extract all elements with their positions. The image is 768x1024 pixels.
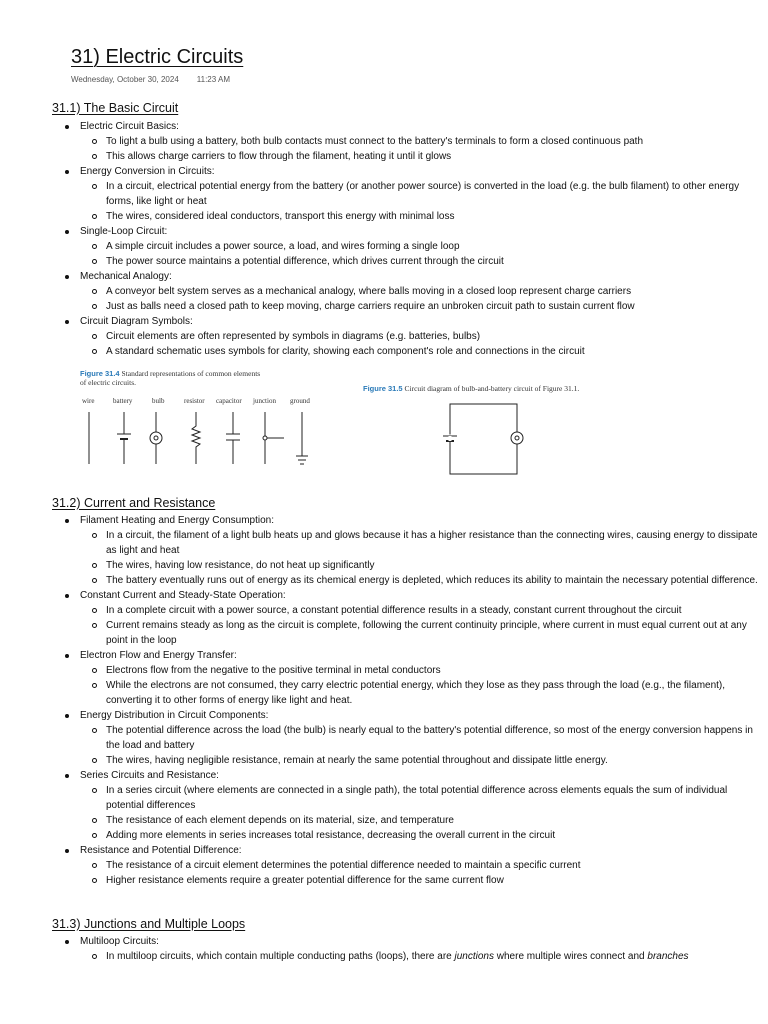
list-item: The wires, having low resistance, do not heat up significantly bbox=[80, 558, 764, 573]
list-item: Adding more elements in series increases total resistance, decreasing the overall current in the circuit bbox=[80, 828, 764, 843]
list-item: To light a bulb using a battery, both bulb contacts must connect to the battery's terminals to form a closed continuous path bbox=[80, 134, 764, 149]
list-item: Series Circuits and Resistance: In a series circuit (where elements are connected in a single path), the total potential difference across elements equals the sum of individual potential differences The resistance of each element depends on its material, size, and temperature Adding more elements in series increases total resistance, decreasing the overall current in the circuit bbox=[52, 768, 764, 843]
list-item: Energy Conversion in Circuits: In a circuit, electrical potential energy from the battery (or another power source) is converted in the load (e.g. the bulb filament) to other energy forms, like light or heat The wires, considered ideal conductors, transport this energy with minimal loss bbox=[52, 164, 764, 224]
list-item: Single-Loop Circuit: A simple circuit includes a power source, a load, and wires forming a single loop The power source maintains a potential difference, which drives current through the circuit bbox=[52, 224, 764, 269]
bulb-battery-circuit-figure bbox=[440, 400, 530, 480]
list-item: The wires, having negligible resistance, remain at nearly the same potential throughout and dissipate little energy. bbox=[80, 753, 764, 768]
list-item: The potential difference across the load (the bulb) is nearly equal to the battery's potential difference, so most of the energy conversion happens in the load and battery bbox=[80, 723, 764, 753]
list-item: The resistance of each element depends on its material, size, and temperature bbox=[80, 813, 764, 828]
section-31-1-list bbox=[52, 119, 764, 359]
symbol-label-wire: wire bbox=[82, 397, 95, 405]
list-item: Electrons flow from the negative to the positive terminal in metal conductors bbox=[80, 663, 764, 678]
symbol-label-bulb: bulb bbox=[152, 397, 165, 405]
list-item: In a circuit, the filament of a light bulb heats up and glows because it has a higher resistance than the connecting wires, causing energy to dissipate as light and heat bbox=[80, 528, 764, 558]
list-item: Circuit Diagram Symbols: Circuit elements are often represented by symbols in diagrams (e.g. batteries, bulbs) A standard schematic uses symbols for clarity, showing each component's role and connections in the circuit bbox=[52, 314, 764, 359]
list-item: Resistance and Potential Difference: The resistance of a circuit element determines the potential difference needed to maintain a specific current Higher resistance elements require a greater potential difference for the same current flow bbox=[52, 843, 764, 888]
section-heading-31-3: 31.3) Junctions and Multiple Loops bbox=[52, 917, 246, 931]
list-item: Mechanical Analogy: A conveyor belt system serves as a mechanical analogy, where balls moving in a closed loop represent charge carriers Just as balls need a closed path to keep moving, charge carriers require an unbroken circuit path to sustain current flow bbox=[52, 269, 764, 314]
list-item: A simple circuit includes a power source, a load, and wires forming a single loop bbox=[80, 239, 764, 254]
symbol-bulb bbox=[150, 412, 162, 464]
list-item: A conveyor belt system serves as a mechanical analogy, where balls moving in a closed loop represent charge carriers bbox=[80, 284, 764, 299]
symbol-label-capacitor: capacitor bbox=[216, 397, 242, 405]
symbol-battery bbox=[117, 412, 131, 464]
list-item: A standard schematic uses symbols for clarity, showing each component's role and connections in the circuit bbox=[80, 344, 764, 359]
list-item: Electric Circuit Basics: To light a bulb using a battery, both bulb contacts must connect to the battery's terminals to form a closed continuous path This allows charge carriers to flow through the filament, heating it until it glows bbox=[52, 119, 764, 164]
circuit-symbols-figure bbox=[80, 410, 320, 470]
list-item: Just as balls need a closed path to keep moving, charge carriers require an unbroken circuit path to sustain current flow bbox=[80, 299, 764, 314]
list-item: Energy Distribution in Circuit Components: The potential difference across the load (the bulb) is nearly equal to the battery's potential difference, so most of the energy conversion happens in the load and battery The wires, having negligible resistance, remain at nearly the same potential throughout and dissipate little energy. bbox=[52, 708, 764, 768]
list-item: Circuit elements are often represented by symbols in diagrams (e.g. batteries, bulbs) bbox=[80, 329, 764, 344]
page-meta bbox=[71, 75, 230, 84]
list-item: The wires, considered ideal conductors, transport this energy with minimal loss bbox=[80, 209, 764, 224]
list-item: While the electrons are not consumed, they carry electric potential energy, which they lose as they pass through the load (e.g., the filament), converting it to other forms of energy like light and heat. bbox=[80, 678, 764, 708]
section-31-2-list bbox=[52, 513, 764, 888]
symbol-label-battery: battery bbox=[113, 397, 133, 405]
symbol-capacitor bbox=[226, 412, 240, 464]
symbol-resistor bbox=[192, 412, 200, 464]
list-item: In a series circuit (where elements are connected in a single path), the total potential difference across elements equals the sum of individual potential differences bbox=[80, 783, 764, 813]
symbol-ground bbox=[296, 412, 308, 464]
list-item: The resistance of a circuit element determines the potential difference needed to maintain a specific current bbox=[80, 858, 764, 873]
figure-31-5-caption: Figure 31.5 Circuit diagram of bulb-and-battery circuit of Figure 31.1. bbox=[363, 384, 580, 393]
section-31-3-list bbox=[52, 934, 764, 964]
symbol-label-junction: junction bbox=[253, 397, 276, 405]
list-item: Filament Heating and Energy Consumption: In a circuit, the filament of a light bulb heats up and glows because it has a higher resistance than the connecting wires, causing energy to dissipate as light and heat The wires, having low resistance, do not heat up significantly The battery eventually runs out of energy as its chemical energy is depleted, which reduces its ability to maintain the necessary potential difference. bbox=[52, 513, 764, 588]
section-heading-31-1: 31.1) The Basic Circuit bbox=[52, 101, 179, 115]
list-item: Higher resistance elements require a greater potential difference for the same current flow bbox=[80, 873, 764, 888]
figure-31-4-caption: Figure 31.4 Standard representations of common elements of electric circuits. bbox=[80, 369, 261, 387]
page-date: Wednesday, October 30, 2024 bbox=[71, 75, 179, 84]
list-item: The battery eventually runs out of energy as its chemical energy is depleted, which reduces its ability to maintain the necessary potential difference. bbox=[80, 573, 764, 588]
section-heading-31-2: 31.2) Current and Resistance bbox=[52, 496, 216, 510]
list-item: This allows charge carriers to flow through the filament, heating it until it glows bbox=[80, 149, 764, 164]
page-time: 11:23 AM bbox=[196, 75, 230, 84]
symbol-label-resistor: resistor bbox=[184, 397, 205, 405]
list-item: Current remains steady as long as the circuit is complete, following the current continuity principle, where current in must equal current out at any point in the loop bbox=[80, 618, 764, 648]
list-item: Electron Flow and Energy Transfer: Electrons flow from the negative to the positive terminal in metal conductors While the electrons are not consumed, they carry electric potential energy, which they lose as they pass through the load (e.g., the filament), converting it to other forms of energy like light and heat. bbox=[52, 648, 764, 708]
symbol-junction bbox=[263, 412, 284, 464]
list-item: Multiloop Circuits: In multiloop circuits, which contain multiple conducting paths (loops), there are junctions where multiple wires connect and branches bbox=[52, 934, 764, 964]
list-item: In multiloop circuits, which contain multiple conducting paths (loops), there are junctions where multiple wires connect and branches bbox=[80, 949, 764, 964]
page-title: 31) Electric Circuits bbox=[71, 46, 244, 68]
list-item: Constant Current and Steady-State Operation: In a complete circuit with a power source, a constant potential difference results in a steady, constant current throughout the circuit Current remains steady as long as the circuit is complete, following the current continuity principle, where current in must equal current out at any point in the loop bbox=[52, 588, 764, 648]
list-item: The power source maintains a potential difference, which drives current through the circuit bbox=[80, 254, 764, 269]
list-item: In a complete circuit with a power source, a constant potential difference results in a steady, constant current throughout the circuit bbox=[80, 603, 764, 618]
symbol-label-ground: ground bbox=[290, 397, 310, 405]
list-item: In a circuit, electrical potential energy from the battery (or another power source) is converted in the load (e.g. the bulb filament) to other energy forms, like light or heat bbox=[80, 179, 764, 209]
